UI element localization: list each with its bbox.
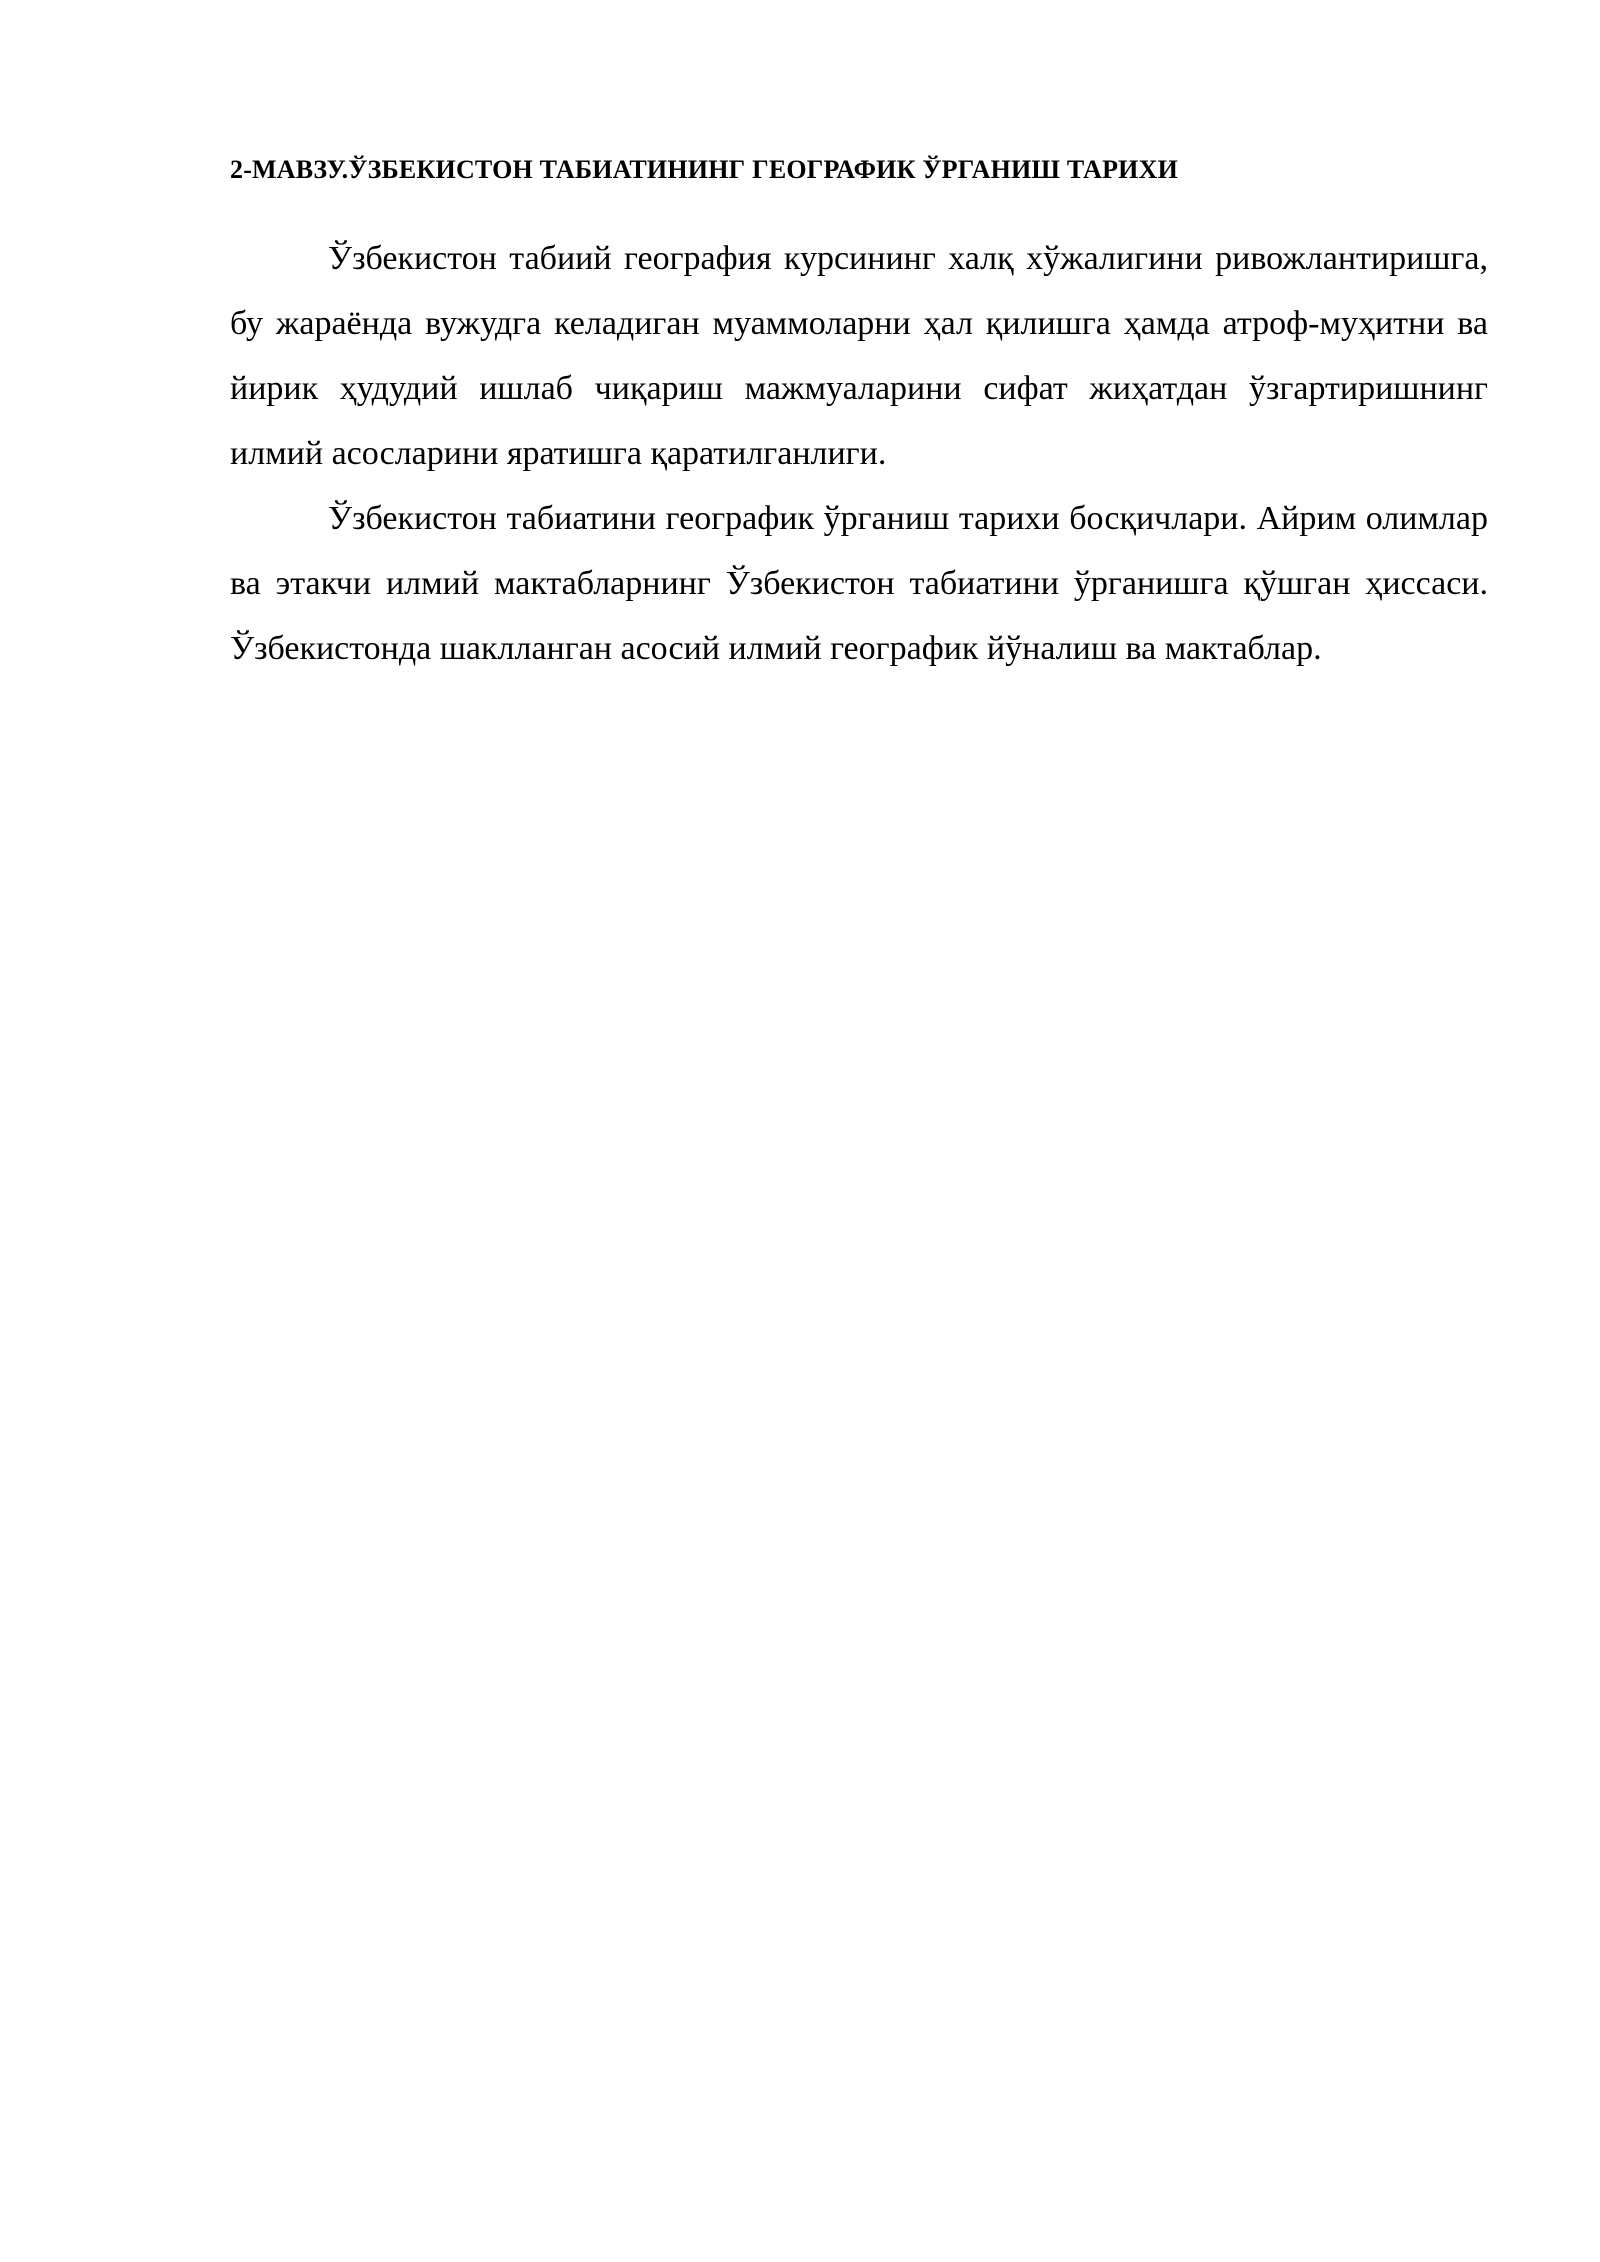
document-body <box>230 150 1488 681</box>
paragraph-study-history: Ўзбекистон табиатини географик ўрганиш тарихи босқичлари. Айрим олимлар ва этакчи илмий мактабларнинг Ўзбекистон табиатини ўрганишга қўшган ҳиссаси. Ўзбекистонда шаклланган асосий илмий географик йўналиш ва мактаблар. <box>230 500 1488 667</box>
paragraph-course-goals: Ўзбекистон табиий география курсининг халқ хўжалигини ривожлантиришга, бу жараёнда вужудга келадиган муаммоларни ҳал қилишга ҳамда атроф-муҳитни ва йирик ҳудудий ишлаб чиқариш мажмуаларини сифат жиҳатдан ўзгартиришнинг илмий асосларини яратишга қаратилганлиги. <box>230 240 1488 472</box>
document-title: 2-МАВЗУ.ЎЗБЕКИСТОН ТАБИАТИНИНГ ГЕОГРАФИК ЎРГАНИШ ТАРИХИ <box>230 155 1179 184</box>
